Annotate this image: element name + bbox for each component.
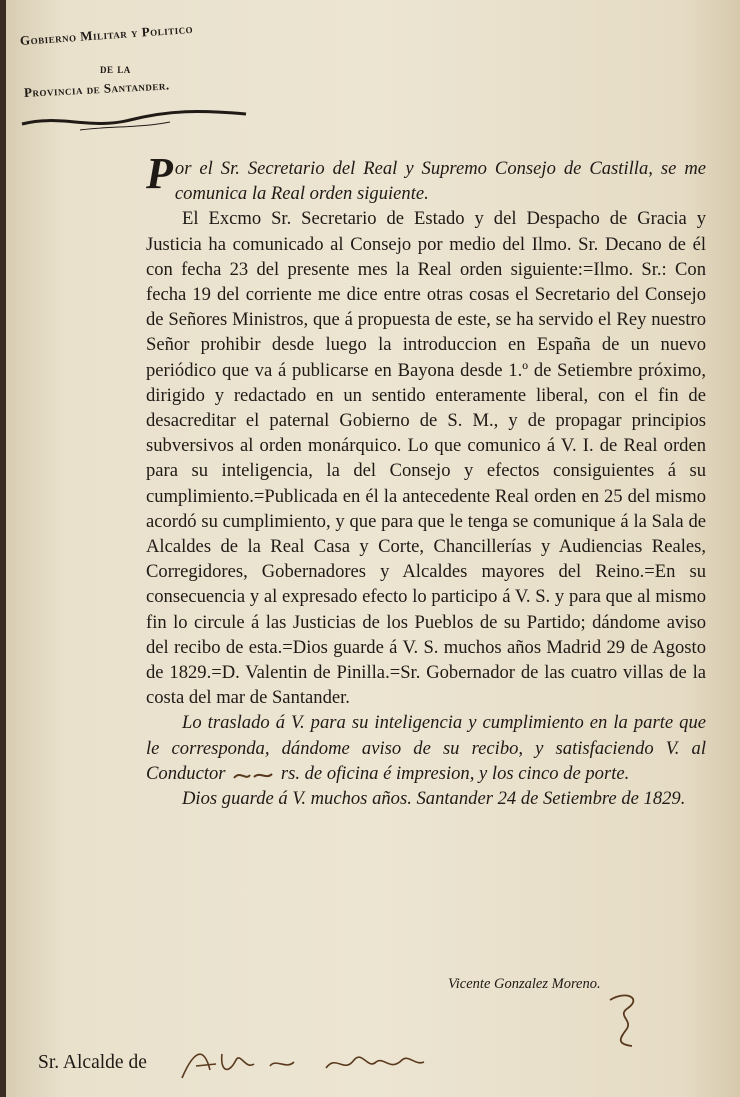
intro-text: or el Sr. Secretario del Real y Supremo Consejo de Castilla, se me comunica la Real orden siguiente. <box>174 158 706 205</box>
header-line-1: Gobierno Militar y Politico <box>19 20 194 48</box>
header-line-2: de la <box>100 61 131 76</box>
signature-rubric-icon <box>606 990 646 1050</box>
closing-paragraph: Dios guarde á V. muchos años. Santander 24 de Setiembre de 1829. <box>182 788 686 810</box>
drop-cap: P <box>146 149 173 198</box>
transfer-text-a: Lo traslado á V. para su inteligencia y cumplimiento en la parte que le corresponda, dándome aviso de su recibo, y satisfaciendo V. al Conductor <box>146 712 706 784</box>
document-page <box>6 0 740 1097</box>
signature-name: Vicente Gonzalez Moreno. <box>448 976 601 992</box>
addressee-label: Sr. Alcalde de <box>38 1052 147 1073</box>
document-body <box>146 149 706 811</box>
transfer-paragraph <box>146 710 706 786</box>
header-flourish-icon <box>20 100 260 136</box>
royal-order-paragraph: El Excmo Sr. Secretario de Estado y del Despacho de Gracia y Justicia ha comunicado al Consejo por medio del Ilmo. Sr. Decano de él con fecha 23 del presente mes la Real orden siguiente:=Ilmo. Sr.: Con fecha 19 del corriente me dice entre otras cosas el Secretario del Consejo de Señores Ministros, que á propuesta de este, se ha servido el Rey nuestro Señor prohibir desde luego la introduccion en España de un nuevo periódico que va á publicarse en Bayona desde 1.º de Setiembre próximo, dirigido y redactado en un sentido enteramente liberal, con el fin de desacreditar el paternal Gobierno de S. M., y de propagar principios subversivos al orden monárquico. Lo que comunico á V. I. de Real orden para su inteligencia, la del Consejo y efectos consiguientes á su cumplimiento.=Publicada en él la antecedente Real orden en 25 del mismo acordó su cumplimiento, y que para que le tenga se comunique á la Sala de Alcaldes de la Real Casa y Corte, Chancillerías y Audiencias Reales, Corregidores, Gobernadores y Alcaldes mayores del Reino.=En su consecuencia y al expresado efecto lo participo á V. S. y para que al mismo fin lo circule á las Justicias de los Pueblos de su Partido; dándome aviso del recibo de esta.=Dios guarde á V. S. muchos años Madrid 29 de Agosto de 1829.=D. Valentin de Pinilla.=Sr. Gobernador de las cuatro villas de la costa del mar de Santander. <box>146 208 706 709</box>
header-line-3: Provincia de Santander. <box>23 77 170 100</box>
intro-paragraph <box>146 149 706 206</box>
transfer-text-b: rs. de oficina é impresion, y los cinco de porte. <box>280 762 630 784</box>
handwritten-town-name <box>176 1040 436 1090</box>
handwritten-fee-mark <box>230 767 276 783</box>
